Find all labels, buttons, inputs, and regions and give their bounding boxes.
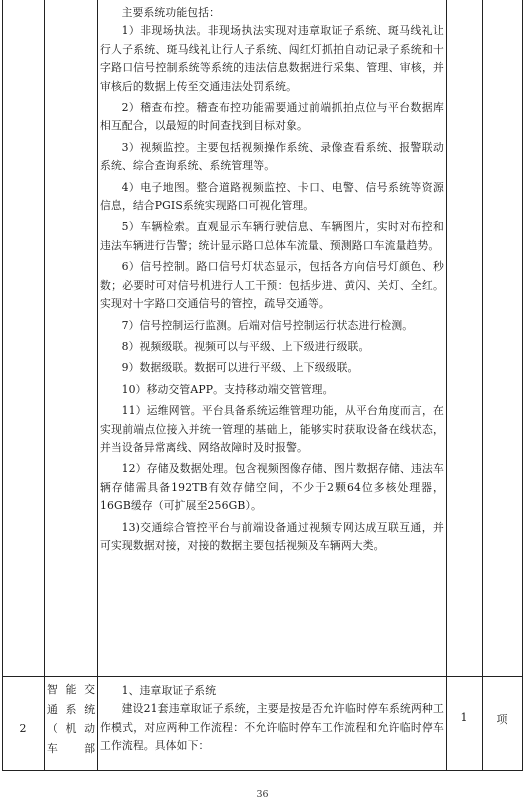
paragraph: 2）稽查布控。稽查布控功能需要通过前端抓拍点位与平台数据库相互配合，以最短的时间查找到目标对象。	[100, 101, 444, 133]
page-number: 36	[256, 789, 269, 800]
table-column-divider	[97, 0, 98, 771]
paragraph: 5）车辆检索。直观显示车辆行驶信息、车辆图片，实时对布控和违法车辆进行告警；统计显示路口总体车流量、预测路口车流量趋势。	[100, 220, 444, 252]
table-column-divider	[482, 0, 483, 771]
table-column-divider	[446, 0, 447, 771]
row1-description	[100, 4, 444, 555]
item-name	[47, 680, 95, 758]
paragraph: 13)交通综合管控平台与前端设备通过视频专网达成互联互通，并可实现数据对接，对接的数据主要包括视频及车辆两大类。	[100, 520, 444, 552]
item-name-line: 通系统	[47, 702, 95, 716]
table-border-left	[2, 0, 3, 771]
paragraph: 10）移动交管APP。支持移动端交管管理。	[121, 382, 334, 396]
paragraph: 1）非现场执法。非现场执法实现对违章取证子系统、斑马线礼让行人子系统、斑马线礼让行人子系统、闯红灯抓拍自动记录子系统和十字路口信号控制系统等系统的违法信息数据进行采集、管理、审核，并审核后的数据上传至交通违法处罚系统。	[100, 24, 444, 93]
table-row-divider	[2, 676, 523, 677]
item-name-line: 车 部	[47, 741, 95, 755]
row2-description	[100, 682, 444, 756]
item-name-line: 智能交	[47, 683, 95, 696]
table-border-right	[522, 0, 523, 771]
paragraph: 12）存储及数据处理。包含视频图像存储、图片数据存储、违法车辆存储需具备192TB有效存储空间，不少于2颗64位多核处理器，16GB缓存（可扩展至256GB）。	[100, 462, 444, 513]
paragraph: 6）信号控制。路口信号灯状态显示，包括各方向信号灯颜色、秒数；必要时可对信号机进行人工干预：包括步进、黄闪、关灯、全红。实现对十字路口交通信号的管控，疏导交通等。	[100, 260, 444, 311]
paragraph: 1、违章取证子系统	[121, 684, 217, 697]
paragraph: 主要系统功能包括：	[121, 6, 221, 19]
table-border-bottom	[2, 770, 523, 771]
item-name-line: （机动	[47, 722, 95, 735]
paragraph: 4）电子地图。整合道路视频监控、卡口、电警、信号系统等资源信息，结合PGIS系统实现路口可视化管理。	[100, 180, 444, 213]
paragraph: 8）视频级联。视频可以与平级、上下级进行级联。	[121, 339, 370, 353]
unit: 项	[496, 713, 508, 726]
paragraph: 9）数据级联。数据可以进行平级、上下级级联。	[121, 361, 359, 375]
paragraph: 7）信号控制运行监测。后端对信号控制运行状态进行检测。	[121, 318, 414, 332]
paragraph: 建设21套违章取证子系统，主要是按是否允许临时停车系统两种工作模式，对应两种工作流程：不允许临时停车工作流程和允许临时停车工作流程。具体如下：	[100, 702, 444, 753]
paragraph: 3）视频监控。主要包括视频操作系统、录像查看系统、报警联动系统、综合查询系统、系统管理等。	[100, 140, 444, 173]
row-number: 2	[19, 722, 27, 735]
table-column-divider	[44, 0, 45, 771]
paragraph: 11）运维网管。平台具备系统运维管理功能，从平台角度而言，在实现前端点位接入并统一管理的基础上，能够实时获取设备在线状态，并当设备异常离线、网络故障时及时报警。	[100, 404, 444, 454]
quantity: 1	[460, 711, 468, 724]
